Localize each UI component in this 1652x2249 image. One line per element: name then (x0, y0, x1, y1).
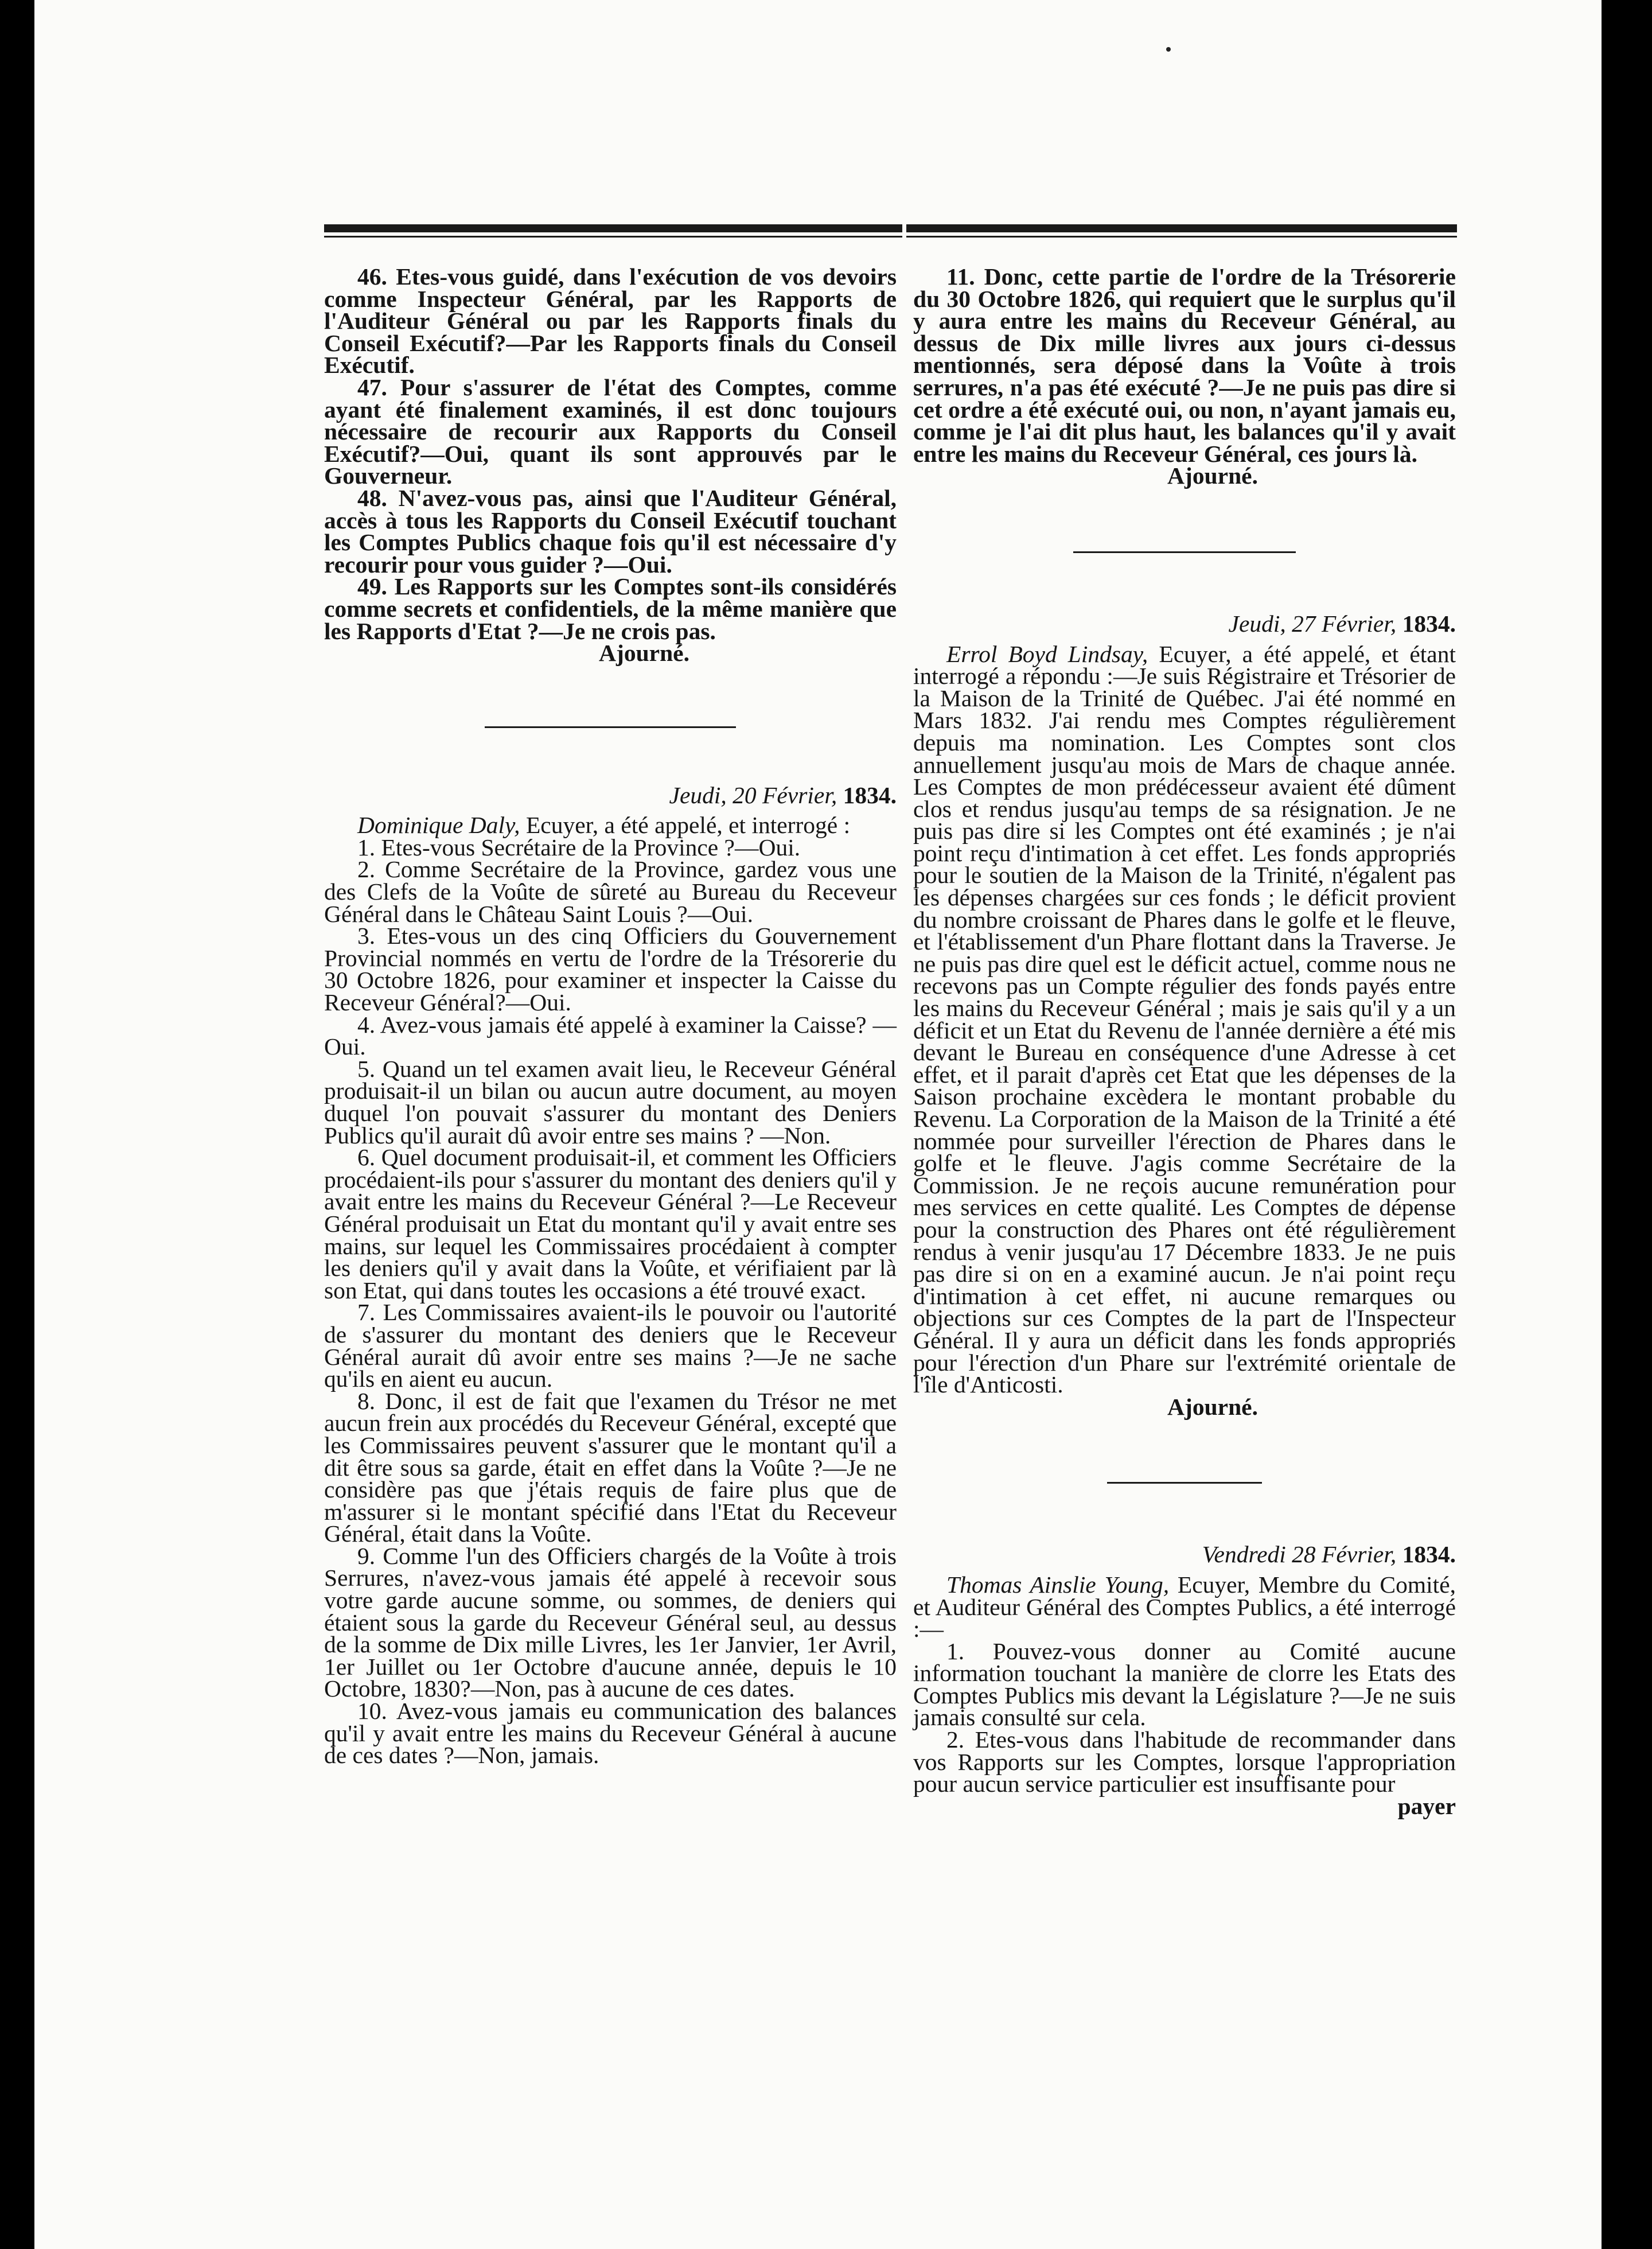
witness-intro (324, 812, 897, 839)
ink-speck (1166, 47, 1171, 52)
catchword: payer (1397, 1792, 1456, 1819)
session-date (913, 1543, 1456, 1566)
session-date-year: 1834. (1402, 1541, 1456, 1568)
witness-name: Thomas Ainslie Young, (946, 1571, 1170, 1598)
adjourned-label: Ajourné. (1167, 1393, 1258, 1420)
session-date (913, 610, 1456, 637)
adjourned-label: Ajourné. (1167, 462, 1258, 489)
left-column (324, 263, 897, 1769)
question-11-block (913, 263, 1456, 467)
question-5: 5. Quand un tel examen avait lieu, le Receveur Général produisait-il un bilan ou aucun autre document, au moyen duquel l'on pouvait s'assurer du montant des Deniers Publics qu'il aurait dû avoir entre ses mains ? —Non. (324, 1055, 897, 1149)
section-separator (1073, 551, 1296, 553)
question-8: 8. Donc, il est de fait que l'examen du Trésor ne met aucun frein aux procédés du Receveur Général, excepté que les Commissaires peuvent s'assurer que le montant qu'il a dit être sous sa garde, était en effet dans la Voûte ?—Je ne considère pas que j'étais requis de faire plus que de m'assurer si le montant spécifié dans l'Etat du Receveur Général, était dans la Voûte. (324, 1387, 897, 1547)
witness-intro (913, 1571, 1456, 1643)
question-2: 2. Etes-vous dans l'habitude de recommander dans vos Rapports sur les Comptes, lorsque l'appropriation pour aucun service particulier est insuffisante pour (913, 1726, 1456, 1797)
question-49: 49. Les Rapports sur les Comptes sont-ils considérés comme secrets et confidentiels, de la même manière que les Rapports d'Etat ?—Je ne crois pas. (324, 573, 897, 644)
question-3: 3. Etes-vous un des cinq Officiers du Gouvernement Provincial nommés en vertu de l'ordre de la Trésorerie du 30 Octobre 1826, pour examiner et inspecter la Caisse du Receveur Général?—Oui. (324, 923, 897, 1016)
adjourned-label: Ajourné. (599, 640, 689, 667)
section2-block (324, 834, 897, 1769)
witness-testimony (913, 640, 1456, 1398)
witness-intro-text: Ecuyer, Membre du Comité, et Auditeur Général des Comptes Publics, a été interrogé :— (913, 1571, 1456, 1643)
session-date-text: Jeudi, 27 Février, (1228, 610, 1397, 637)
section-separator (1107, 1482, 1262, 1484)
witness-name: Dominique Daly, (357, 812, 520, 839)
question-48: 48. N'avez-vous pas, ainsi que l'Auditeur Général, accès à tous les Rapports du Conseil Exécutif touchant les Comptes Publics chaque fois qu'il est nécessaire d'y recourir pour vous guider ?—Oui. (324, 484, 897, 578)
session-date-year: 1834. (1402, 610, 1456, 637)
witness-name: Errol Boyd Lindsay, (946, 640, 1148, 667)
section-separator (485, 726, 736, 728)
right-column (913, 263, 1456, 1819)
question-6: 6. Quel document produisait-il, et comment les Officiers procédaient-ils pour s'assurer du montant des deniers qu'il y avait entre les mains du Receveur Général ?—Le Receveur Général produisait un Etat du montant qu'il y avait entre ses mains, sur lequel les Commissaires procédaient à compter les deniers qu'il y avait dans la Voûte, et vérifiaient par là son Etat, qui dans toutes les occasions a été trouvé exact. (324, 1144, 897, 1304)
witness-testimony-text: Ecuyer, a été appelé, et étant interrogé a répondu :—Je suis Régistraire et Trésorier de la Maison de la Trinité de Québec. J'ai été nommé en Mars 1832. J'ai rendu mes Comptes régulièrement depuis ma nomination. Les Comptes sont clos annuellement jusqu'au mois de Mars de chaque année. Les Comptes de mon prédécesseur avaient été dûment clos et rendus jusqu'au temps de sa résignation. Je ne puis pas dire si les Comptes ont été examinés ; je n'ai point reçu d'intimation à cet effet. Les fonds appropriés pour le soutien de la Maison de la Trinité, n'égalent pas les dépenses chargées sur ces fonds ; le déficit provient du nombre croissant de Phares dans le golfe et le fleuve, et l'établissement d'un Phare flottant dans la Traverse. Je ne puis pas dire quel est le déficit actuel, comme nous ne recevons pas un Compte régulier des fonds payés entre les mains du Receveur Général ; mais je sais qu'il y a un déficit et un Etat du Revenu de l'année dernière a été mis devant le Bureau en conséquence d'une Adresse à cet effet, et il parait d'après cet Etat que les dépenses de la Saison prochaine excèdera le montant probable du Revenu. La Corporation de la Maison de la Trinité a été nommée pour surveiller l'érection de Phares dans le golfe et le fleuve. J'agis comme Secrétaire de la Commission. Je ne reçois aucune remunération pour mes services en cette qualité. Les Comptes de dépense pour la construction des Phares ont été régulièrement rendus à venir jusqu'au 17 Décembre 1833. Je ne puis pas dire si on en a examiné aucun. Je n'ai point reçu d'intimation à cet effet, ni aucune remarques ou objections sur ces Comptes de la part de l'Inspecteur Général. Il y aura un déficit dans les fonds appropriés pour l'érection d'un Phare sur l'extrémité orientale de l'île d'Anticosti. (913, 640, 1456, 1398)
section1-block (324, 263, 897, 644)
header-rule-left (324, 224, 902, 232)
question-10: 10. Avez-vous jamais eu communication des balances qu'il y avait entre les mains du Receveur Général à aucune de ces dates ?—Non, jamais. (324, 1698, 897, 1769)
session-date-year: 1834. (843, 781, 897, 808)
question-46: 46. Etes-vous guidé, dans l'exécution de vos devoirs comme Inspecteur Général, par les Rapports de l'Auditeur Général ou par les Rapports finals du Conseil Exécutif?—Par les Rapports finals du Conseil Exécutif. (324, 263, 897, 379)
session-date-text: Vendredi 28 Février, (1202, 1541, 1397, 1568)
witness-intro-text: Ecuyer, a été appelé, et interrogé : (525, 812, 851, 839)
document-page (34, 0, 1602, 2249)
question-1: 1. Etes-vous Secrétaire de la Province ?—Oui. (357, 834, 801, 861)
question-2: 2. Comme Secrétaire de la Province, gardez vous une des Clefs de la Voûte de sûreté au Bureau du Receveur Général dans le Château Saint Louis ?—Oui. (324, 856, 897, 927)
question-1: 1. Pouvez-vous donner au Comité aucune information touchant la manière de clorre les Etats des Comptes Publics mis devant la Législature ?—Je ne suis jamais consulté sur cela. (913, 1637, 1456, 1731)
header-rule-right (906, 224, 1457, 232)
question-9: 9. Comme l'un des Officiers chargés de la Voûte à trois Serrures, n'avez-vous jamais été appelé à recevoir sous votre garde aucune somme, ou sommes, de deniers qui étaient sous la garde du Receveur Général seul, au dessus de la somme de Dix mille Livres, les 1er Janvier, 1er Avril, 1er Juillet ou 1er Octobre d'aucune année, depuis le 10 Octobre, 1830?—Non, pas à aucune de ces dates. (324, 1542, 897, 1702)
question-7: 7. Les Commissaires avaient-ils le pouvoir ou l'autorité de s'assurer du montant des deniers que le Receveur Général aurait dû avoir entre ses mains ?—Je ne sache qu'ils en aient eu aucun. (324, 1299, 897, 1392)
session-date-text: Jeudi, 20 Février, (669, 781, 837, 808)
question-47: 47. Pour s'assurer de l'état des Comptes, comme ayant été finalement examinés, il est donc toujours nécessaire de recourir aux Rapports du Conseil Exécutif?—Oui, quant ils sont approuvés par le Gouverneur. (324, 373, 897, 489)
session-date (324, 781, 897, 808)
question-4: 4. Avez-vous jamais été appelé à examiner la Caisse? —Oui. (324, 1011, 897, 1060)
question-11: 11. Donc, cette partie de l'ordre de la Trésorerie du 30 Octobre 1826, qui requiert que le surplus qu'il y aura entre les mains du Receveur Général, au dessus de Dix mille livres aux jours ci-dessus mentionnés, sera déposé dans la Voûte à trois serrures, n'a pas été exécuté ?—Je ne puis pas dire si cet ordre a été exécuté oui, ou non, n'ayant jamais eu, comme je l'ai dit plus haut, les balances qu'il y avait entre les mains du Receveur Général, ces jours là. (913, 263, 1456, 467)
section-c-block (913, 1637, 1456, 1797)
